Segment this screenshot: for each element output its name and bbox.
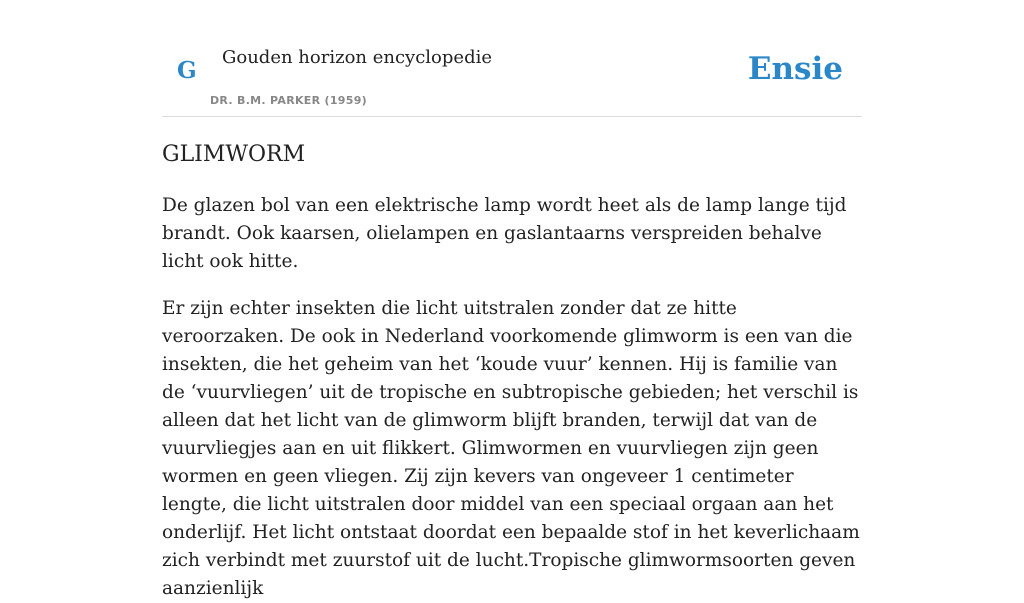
book-title[interactable]: Gouden horizon encyclopedie — [222, 47, 492, 68]
book-logo[interactable]: G — [177, 57, 197, 84]
article-paragraph: Er zijn echter insekten die licht uitstralen zonder dat ze hitte veroorzaken. De ook in Nederland voorkomende glimworm is een van die insekten, die het geheim van het ‘koude vuur’ kennen. Hij is familie van de ‘vuurvliegen’ uit de tropische en subtropische gebieden; het verschil is alleen dat het licht van de glimworm blijft branden, terwijl dat van de vuurvliegjes aan en uit flikkert. Glimwormen en vuurvliegen zijn geen wormen en geen vliegen. Zij zijn kevers van ongeveer 1 centimeter lengte, die licht uitstralen door middel van een speciaal orgaan aan het onderlijf. Het licht ontstaat doordat een bepaalde stof in het keverlichaam zich verbindt met zuurstof uit de lucht.Tropische glimwormsoorten geven aanzienlijk — [162, 298, 860, 599]
article-title: GLIMWORM — [162, 142, 306, 167]
article-paragraph: De glazen bol van een elektrische lamp wordt heet als de lamp lange tijd brandt. Ook kaarsen, olielampen en gaslantaarns verspreiden behalve licht ook hitte. — [162, 195, 847, 272]
ensie-logo[interactable]: Ensie — [747, 51, 843, 87]
book-author: DR. B.M. PARKER (1959) — [210, 94, 367, 107]
article — [162, 140, 862, 603]
page-header — [162, 0, 862, 117]
